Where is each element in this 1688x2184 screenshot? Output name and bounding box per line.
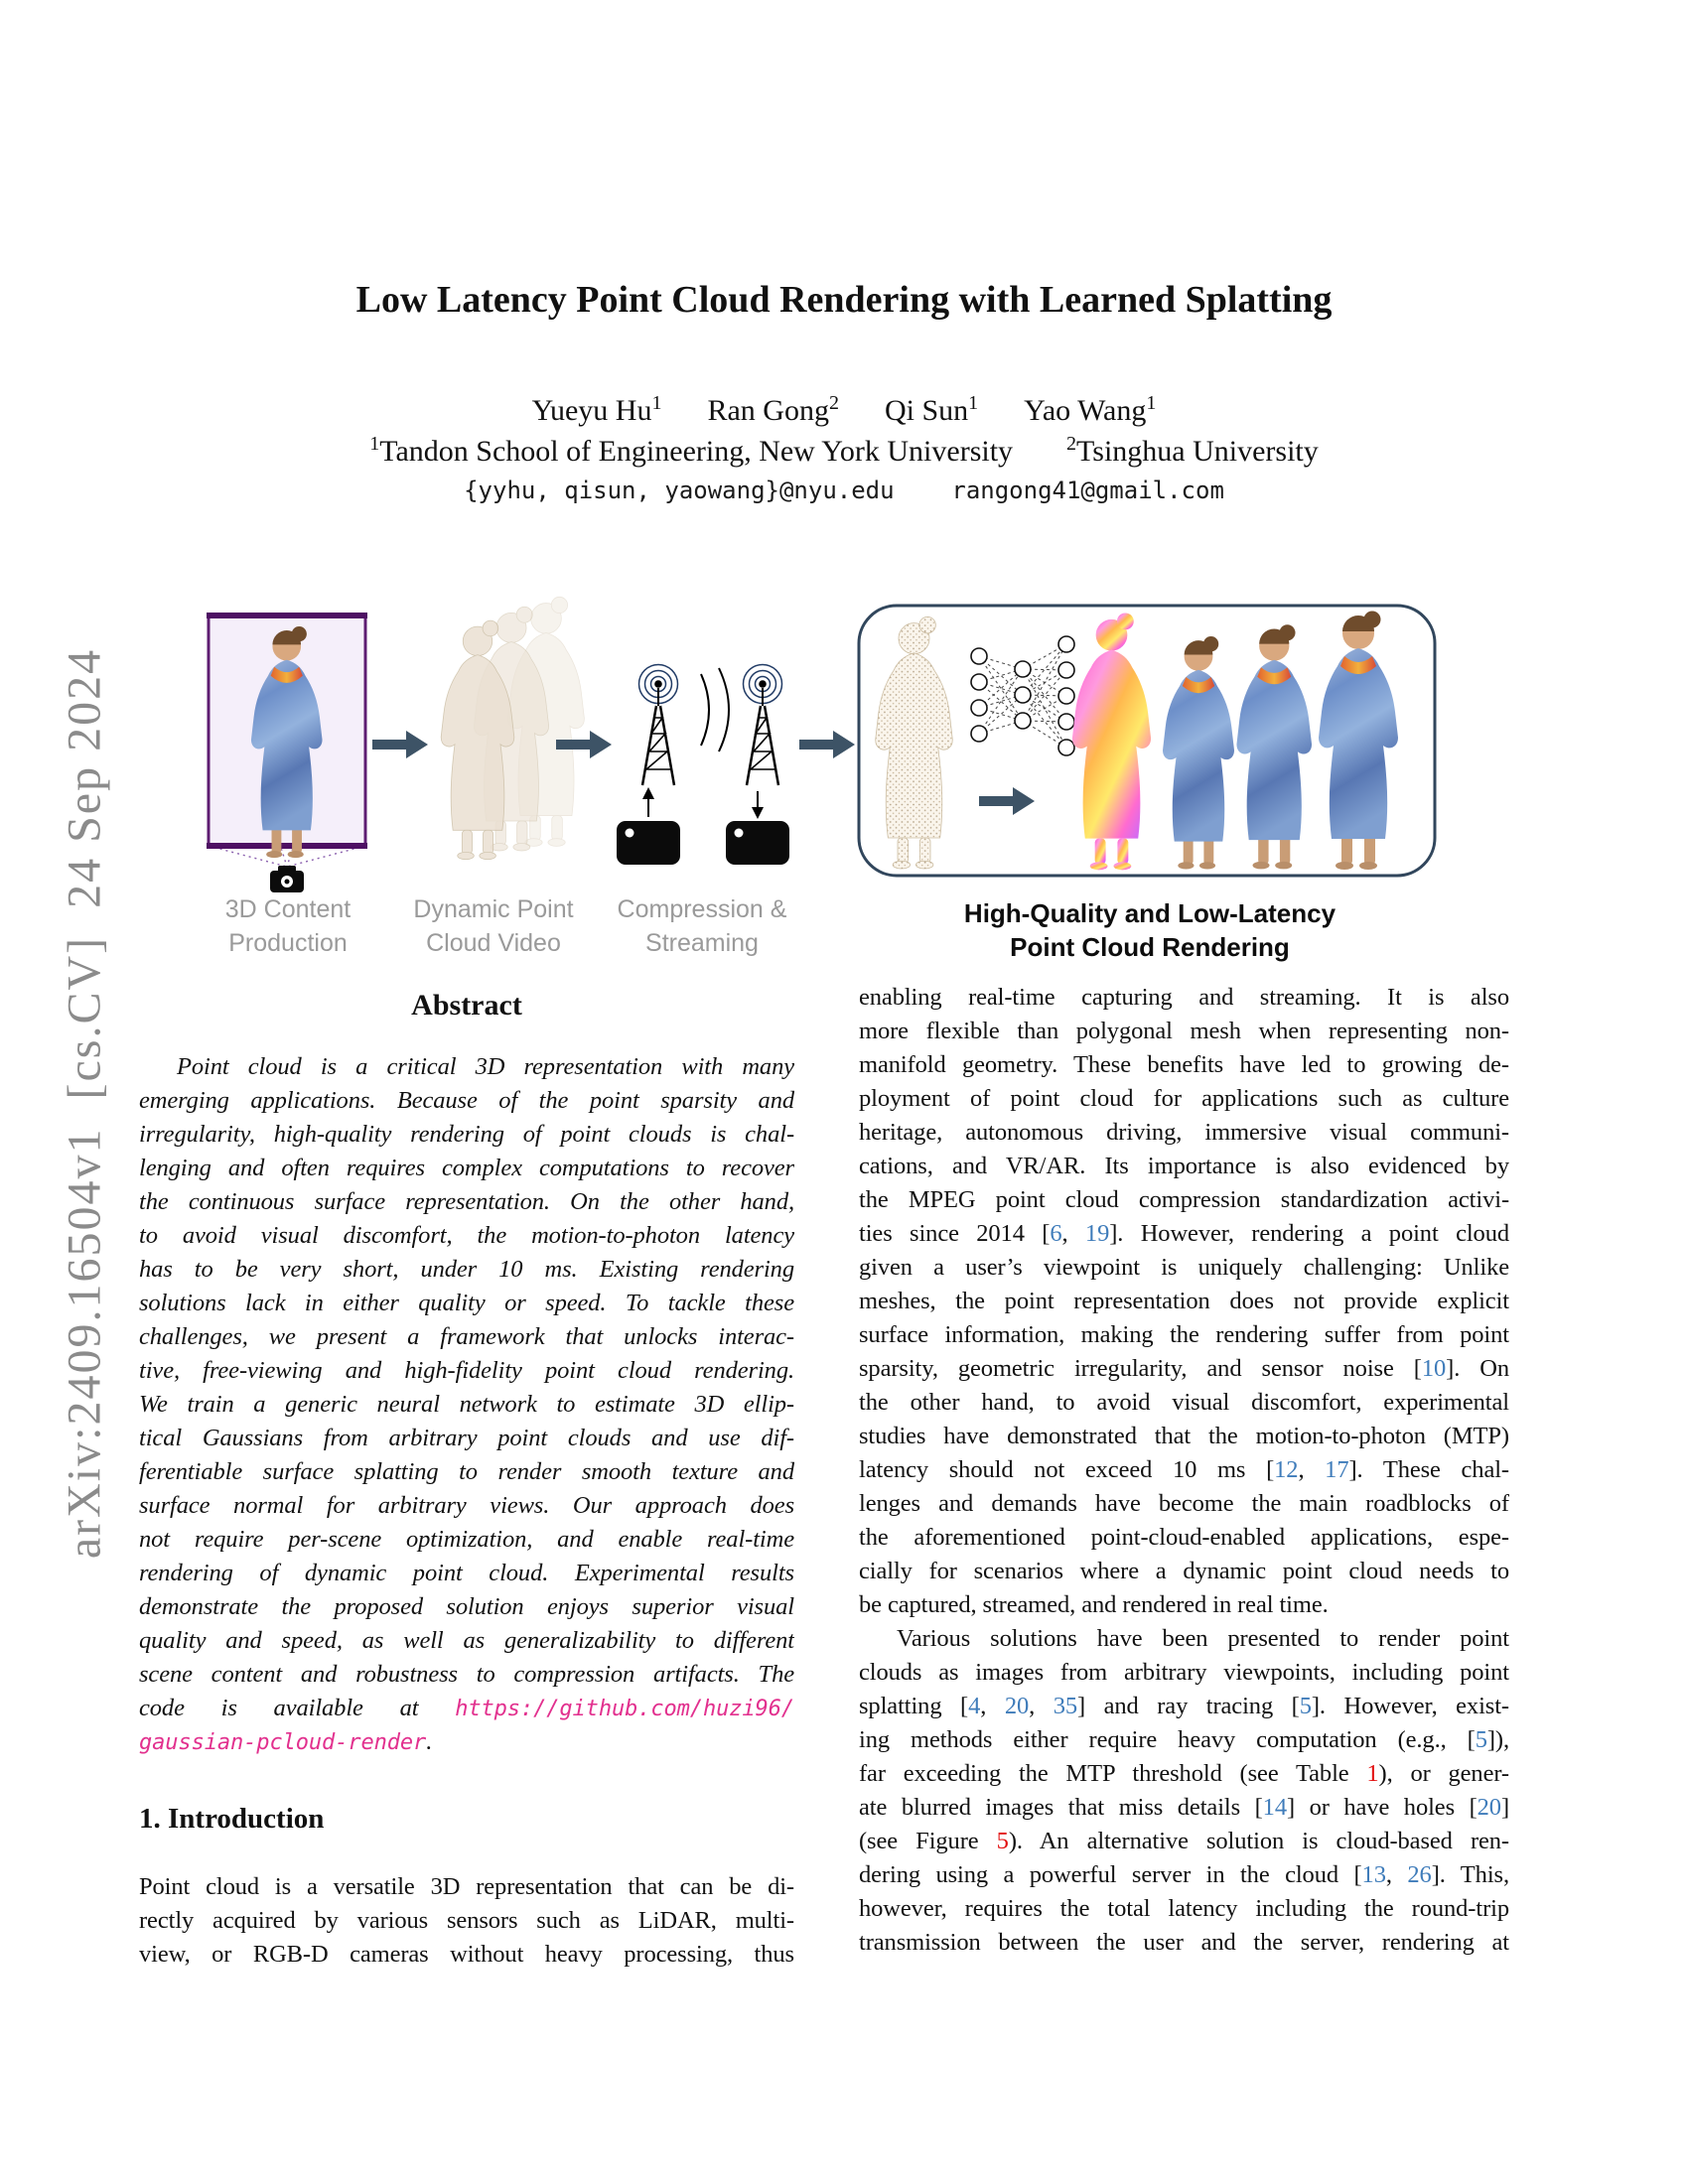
text-span: the aforementioned point-cloud-enabled applications, espe- [859,1524,1509,1551]
text-span: clouds as images from arbitrary viewpoints, including point [859,1659,1509,1686]
body-paragraph [859,981,1509,1622]
text-line [859,1217,1509,1251]
text-line [859,981,1509,1015]
text-span: , [1385,1861,1408,1888]
text-line [859,1825,1509,1858]
text-line [139,1870,794,1904]
text-span: demonstrate the proposed solution enjoys superior visual [139,1593,794,1620]
text-line [859,1183,1509,1217]
text-line [139,1050,794,1084]
text-span: far exceeding the MTP threshold (see Table [859,1760,1367,1787]
citation-link[interactable]: 5 [1475,1726,1487,1753]
affiliation-line [0,433,1688,469]
stage-3d-content-production [207,613,367,892]
sender-device-icon [617,821,680,865]
text-line [859,1521,1509,1555]
text-span: ), or gener- [1378,1760,1509,1787]
text-span: ate blurred images that miss details [ [859,1794,1263,1821]
text-span: Various solutions have been presented to render point [897,1625,1509,1652]
figure-table-ref-link[interactable]: 1 [1366,1760,1379,1787]
text-span: ). An alternative solution is cloud-based ren- [1008,1828,1509,1854]
uplink-arrow-icon [642,787,654,799]
text-span: , [980,1693,1005,1719]
text-line [859,1251,1509,1285]
downlink-arrow-icon [752,807,764,819]
text-line [859,1656,1509,1690]
text-span: the other hand, to avoid visual discomfort, experimental [859,1389,1509,1416]
author-name: Qi Sun$^1$ [884,392,979,427]
introduction-paragraph [139,1870,794,1972]
author-name: Ran Gong$^2$ [707,392,839,427]
stage-label-3d-content: 3D Content Production [224,895,352,957]
text-span: ferentiable surface splatting to render smooth texture and [139,1458,794,1485]
email-line: {yyhu, qisun, yaowang}@nyu.edu rangong41@gmail.com [464,477,1224,504]
text-span: tive, free-viewing and high-fidelity point cloud rendering. [139,1357,794,1384]
text-line [859,1015,1509,1048]
abstract-heading: Abstract [411,989,522,1022]
text-span: (see Figure [859,1828,997,1854]
text-span: has to be very short, under 10 ms. Existing rendering [139,1256,794,1283]
figure-table-ref-link[interactable]: 5 [996,1828,1009,1854]
citation-link[interactable]: 35 [1053,1693,1078,1719]
text-span: scene content and robustness to compression artifacts. The [139,1661,794,1688]
text-line [859,1150,1509,1183]
text-line [139,1455,794,1489]
text-span: meshes, the point representation does not provide explicit [859,1288,1509,1314]
citation-link[interactable]: 12 [1274,1456,1299,1483]
text-line [139,1084,794,1118]
text-line [139,1253,794,1287]
text-line [139,1590,794,1624]
text-span: Point cloud is a versatile 3D representation that can be di- [139,1873,794,1900]
radio-tower-icon [744,665,782,786]
text-line [139,1219,794,1253]
citation-link[interactable]: 10 [1421,1355,1447,1382]
result-rendering-box [859,606,1435,876]
text-line [859,1757,1509,1791]
teaser-figure [149,591,1460,963]
abstract-paragraph [139,1050,794,1759]
text-span: splatting [ [859,1693,969,1719]
text-span: quality and speed, as well as generalizability to different [139,1627,794,1654]
text-span: not require per-scene optimization, and enable real-time [139,1526,794,1553]
text-line [859,1892,1509,1926]
right-column [859,981,1509,1960]
code-repository-link[interactable]: https://github.com/huzi96/ [455,1697,794,1721]
text-span: ]. On [1446,1355,1509,1382]
text-line [859,1723,1509,1757]
flow-arrow-icon [372,731,428,758]
text-span: dering using a powerful server in the cloud [ [859,1861,1362,1888]
text-span: Point cloud is a critical 3D representation with many [177,1053,794,1080]
text-span: ing methods either require heavy computation (e.g., [ [859,1726,1476,1753]
text-span: code is available at [139,1695,456,1721]
text-span: , [1061,1220,1085,1247]
citation-link[interactable]: 4 [968,1693,981,1719]
text-span: to avoid visual discomfort, the motion-to-photon latency [139,1222,794,1249]
text-line [859,1487,1509,1521]
text-span: , [1029,1693,1054,1719]
text-span: however, requires the total latency including the round-trip [859,1895,1509,1922]
text-span: ]. However, rendering a point cloud [1109,1220,1509,1247]
citation-link[interactable]: 5 [1299,1693,1312,1719]
text-span: surface information, making the rendering suffer from point [859,1321,1509,1348]
text-line [139,1624,794,1658]
stage-label-dynamic-point-cloud: Dynamic Point Cloud Video [413,895,574,957]
text-span: ] [1500,1794,1509,1821]
text-line [139,1523,794,1557]
text-line [859,1926,1509,1960]
stage-dynamic-point-cloud [441,597,584,859]
text-span: emerging applications. Because of the point sparsity and [139,1087,794,1114]
text-line [139,1354,794,1388]
text-span: challenges, we present a framework that unlocks interac- [139,1323,794,1350]
text-line [139,1557,794,1590]
affiliation: $^1$Tandon School of Engineering, New York University [369,433,1014,468]
text-span: studies have demonstrated that the motion-to-photon (MTP) [859,1423,1509,1449]
section-heading-introduction: 1. Introduction [139,1803,325,1835]
text-span: transmission between the user and the server, rendering at [859,1929,1509,1956]
stage-label-compression-streaming: Compression & Streaming [617,895,787,957]
author-name: Yao Wang$^1$ [1024,392,1157,427]
text-span: the continuous surface representation. On the other hand, [139,1188,794,1215]
text-span: latency should not exceed 10 ms [ [859,1456,1275,1483]
text-span: heritage, autonomous driving, immersive visual communi- [859,1119,1509,1146]
text-span: . [426,1728,433,1755]
text-span: more flexible than polygonal mesh when representing non- [859,1018,1509,1044]
text-line [139,1185,794,1219]
text-line [139,1489,794,1523]
radio-wave-icon [719,668,729,751]
text-span: enabling real-time capturing and streaming. It is also [859,984,1509,1011]
arxiv-watermark: arXiv:2409.16504v1 [cs.CV] 24 Sep 2024 [58,647,111,1560]
text-span: cially for scenarios where a dynamic point cloud needs to [859,1558,1509,1584]
citation-link[interactable]: 13 [1361,1861,1386,1888]
text-line [139,1118,794,1152]
text-span: tical Gaussians from arbitrary point clouds and use dif- [139,1425,794,1451]
text-span: ]. This, [1431,1861,1509,1888]
text-span: ]. However, exist- [1311,1693,1509,1719]
text-span: ] and ray tracing [ [1077,1693,1300,1719]
text-line [139,1725,794,1759]
text-line [139,1320,794,1354]
citation-link[interactable]: 19 [1084,1220,1110,1247]
body-paragraph [859,1622,1509,1960]
text-span: lenging and often requires complex computations to recover [139,1155,794,1181]
text-line [859,1690,1509,1723]
text-span: ties since 2014 [ [859,1220,1051,1247]
text-line [139,1287,794,1320]
text-span: solutions lack in either quality or speed. To tackle these [139,1290,794,1316]
result-caption: High-Quality and Low-Latency Point Cloud Rendering [963,898,1336,962]
text-span: rectly acquired by various sensors such as LiDAR, multi- [139,1907,794,1934]
text-span: ]. These chal- [1348,1456,1509,1483]
text-line [859,1285,1509,1318]
text-line [139,1658,794,1692]
text-span: ployment of point cloud for applications such as culture [859,1085,1509,1112]
text-span: the MPEG point cloud compression standardization activi- [859,1186,1509,1213]
author-line [0,392,1688,428]
flow-arrow-icon [799,731,855,758]
text-span: manifold geometry. These benefits have led to growing de- [859,1051,1509,1078]
text-span: ] or have holes [ [1286,1794,1477,1821]
text-span: rendering of dynamic point cloud. Experimental results [139,1560,794,1586]
text-span: be captured, streamed, and rendered in real time. [859,1591,1329,1618]
citation-link[interactable]: 20 [1477,1794,1501,1821]
text-line [859,1116,1509,1150]
text-span: surface normal for arbitrary views. Our approach does [139,1492,794,1519]
text-line [859,1420,1509,1453]
text-line [859,1588,1509,1622]
paper-title: Low Latency Point Cloud Rendering with Learned Splatting [355,279,1333,321]
citation-link[interactable]: 26 [1407,1861,1432,1888]
text-line [859,1352,1509,1386]
text-line [859,1082,1509,1116]
text-line [859,1858,1509,1892]
text-span: irregularity, high-quality rendering of point clouds is chal- [139,1121,794,1148]
text-span: , [1298,1456,1326,1483]
citation-link[interactable]: 6 [1050,1220,1062,1247]
text-line [139,1422,794,1455]
text-span: sparsity, geometric irregularity, and sensor noise [ [859,1355,1422,1382]
camera-icon [270,866,304,892]
text-span: given a user’s viewpoint is uniquely challenging: Unlike [859,1254,1509,1281]
radio-tower-icon [639,665,678,786]
text-span: cations, and VR/AR. Its importance is also evidenced by [859,1153,1509,1179]
code-repository-link[interactable]: gaussian-pcloud-render [139,1730,427,1755]
text-span: lenges and demands have become the main roadblocks of [859,1490,1509,1517]
text-line [139,1388,794,1422]
text-line [139,1692,794,1725]
citation-link[interactable]: 17 [1325,1456,1349,1483]
stage-compression-streaming [617,665,789,866]
affiliation: $^2$Tsinghua University [1066,433,1319,468]
text-line [859,1048,1509,1082]
receiver-device-icon [726,821,789,865]
text-line [859,1791,1509,1825]
text-span: view, or RGB-D cameras without heavy processing, thus [139,1941,794,1968]
text-span: We train a generic neural network to estimate 3D ellip- [139,1391,794,1418]
author-name: Yueyu Hu$^1$ [531,392,662,427]
text-line [859,1622,1509,1656]
text-line [139,1904,794,1938]
citation-link[interactable]: 14 [1262,1794,1287,1821]
text-line [859,1386,1509,1420]
radio-wave-icon [701,674,709,746]
text-line [139,1938,794,1972]
text-line [859,1453,1509,1487]
text-line [859,1555,1509,1588]
citation-link[interactable]: 20 [1004,1693,1030,1719]
text-line [859,1318,1509,1352]
text-span: ]), [1486,1726,1509,1753]
text-line [139,1152,794,1185]
